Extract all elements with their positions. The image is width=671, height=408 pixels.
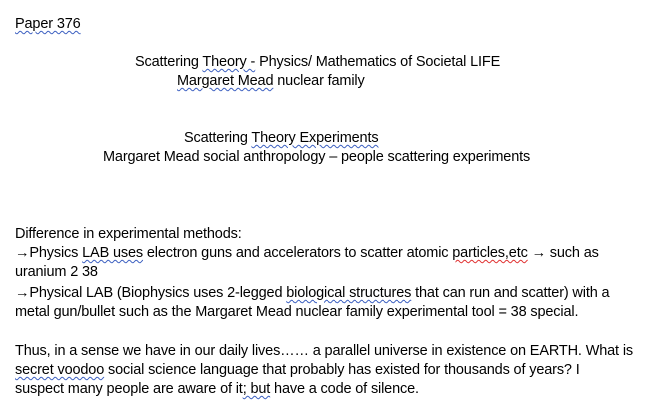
paper-number-text: Paper 376	[15, 16, 81, 32]
bio-tool-text: metal gun/bullet such as the Margaret Mead nuclear family experimental tool = 38 special.	[15, 304, 579, 320]
bio-structures: biological structures	[286, 285, 412, 301]
closing-line-3	[15, 380, 419, 399]
methods-heading	[15, 225, 242, 244]
closing-text-3c: have a code of silence.	[270, 381, 419, 397]
title-author-name: Margaret Mead	[177, 73, 274, 89]
title-theory: Theory -	[202, 54, 256, 70]
physics-lab-line	[15, 244, 599, 263]
closing-line-1	[15, 342, 633, 361]
experiments-heading	[184, 129, 378, 148]
experiments-subheading-text: Margaret Mead social anthropology – people scattering experiments	[103, 149, 531, 165]
title-line-2	[177, 72, 365, 91]
physics-lab-line-2	[15, 263, 98, 282]
closing-secret-voodoo: secret voodoo	[15, 362, 105, 378]
bio-lab-line-2	[15, 303, 578, 322]
title-line-1	[135, 53, 500, 72]
bio-lab-line	[15, 284, 609, 303]
closing-text-1: Thus, in a sense we have in our daily lives…… a parallel universe in existence on EARTH. What is	[15, 343, 633, 359]
title-author-suffix: nuclear family	[273, 73, 365, 89]
uranium-text: uranium 2 38	[15, 264, 98, 280]
title-suffix: Physics/ Mathematics of Societal LIFE	[255, 54, 501, 70]
paper-number	[15, 15, 81, 34]
bio-intro: →Physical LAB (Biophysics uses 2-legged	[15, 285, 287, 301]
bio-description: that can run and scatter) with a	[411, 285, 610, 301]
experiments-subheading	[103, 148, 530, 167]
methods-heading-text: Difference in experimental methods:	[15, 226, 242, 242]
closing-text-2: social science language that probably has existed for thousands of years? I	[104, 362, 580, 378]
experiments-prefix: Scattering	[184, 130, 252, 146]
closing-but: ; but	[242, 381, 271, 397]
physics-lab-uses: LAB uses	[82, 245, 144, 261]
experiments-theory: Theory Experiments	[251, 130, 379, 146]
closing-line-2	[15, 361, 580, 380]
title-prefix: Scattering	[135, 54, 203, 70]
closing-text-3a: suspect many people are aware of it	[15, 381, 243, 397]
physics-particles: particles,etc	[452, 245, 528, 261]
physics-description: electron guns and accelerators to scatter atomic	[143, 245, 453, 261]
physics-arrow-text: →Physics	[15, 245, 83, 261]
physics-such-as: → such as	[527, 245, 599, 261]
